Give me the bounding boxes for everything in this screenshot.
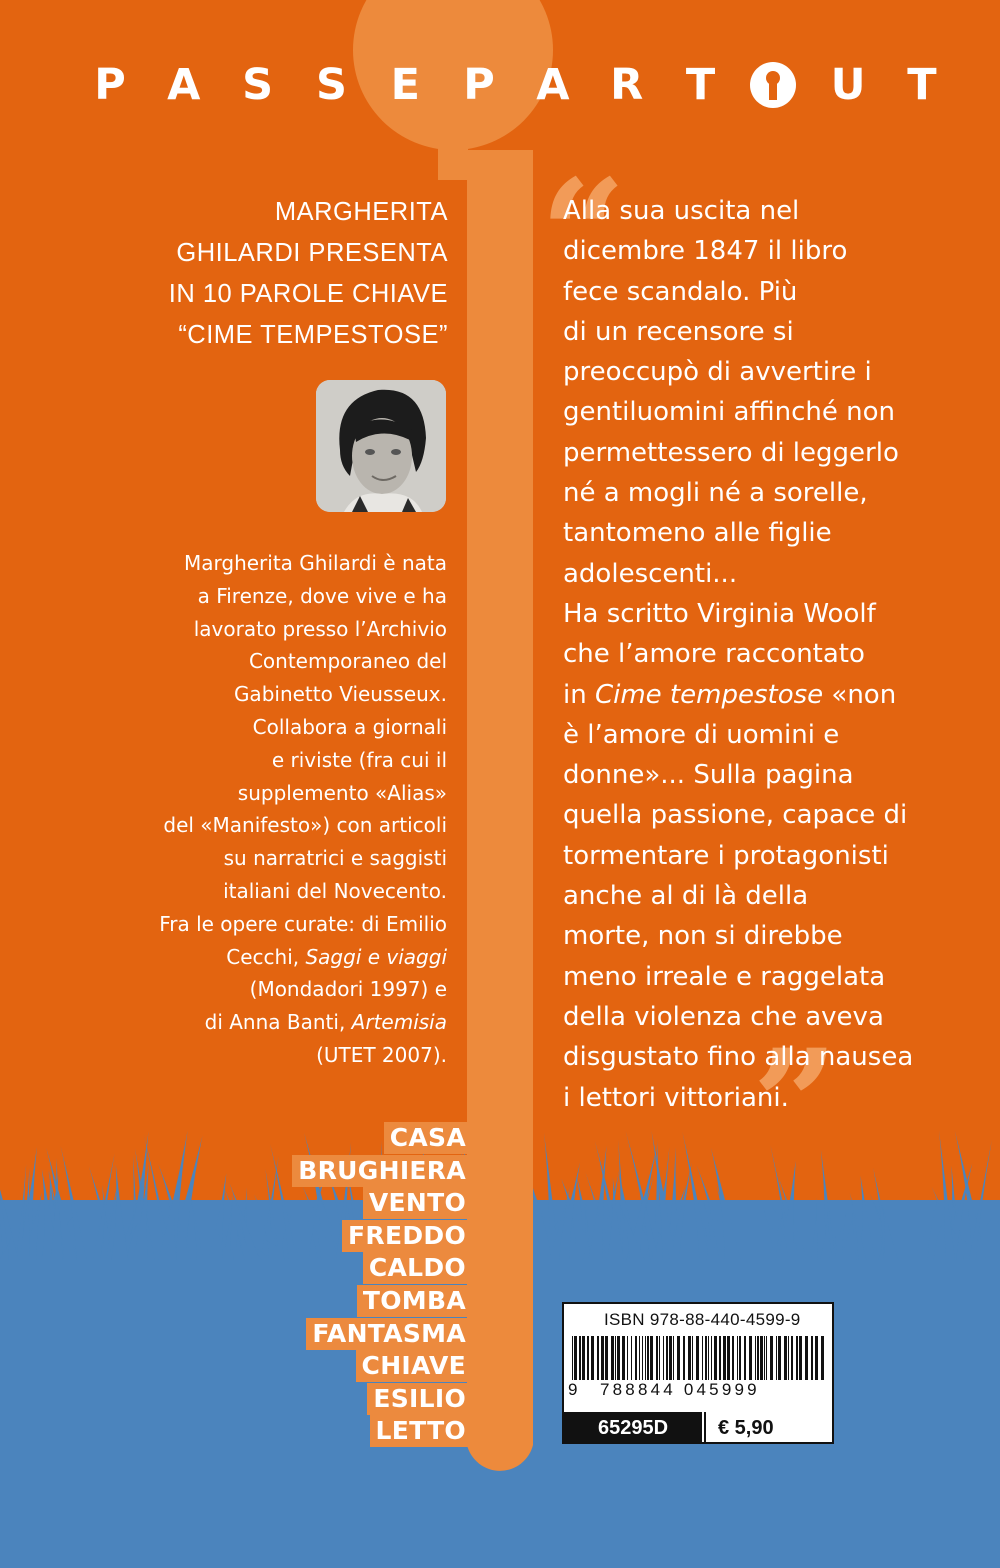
- barcode-bar: [587, 1336, 589, 1380]
- barcode-bar: [778, 1336, 781, 1380]
- quote-line: della violenza che aveva: [563, 1001, 884, 1032]
- isbn-label: ISBN 978-88-440-4599-9: [604, 1310, 801, 1329]
- barcode-bar: [805, 1336, 808, 1380]
- keyword-item: [150, 1350, 470, 1383]
- barcode-bar: [723, 1336, 726, 1380]
- barcode-bar: [627, 1336, 628, 1380]
- barcode-bar: [601, 1336, 604, 1380]
- quote-line: Alla sua uscita nel: [563, 196, 800, 226]
- barcode-bar: [666, 1336, 668, 1380]
- barcode-bar: [815, 1336, 818, 1380]
- barcode-bar: [755, 1336, 756, 1380]
- brand-letter: A: [536, 60, 570, 110]
- barcode-bar: [744, 1336, 746, 1380]
- brand-letter: P: [463, 60, 495, 110]
- quote-line: i lettori vittoriani.: [563, 1082, 789, 1113]
- price-label: € 5,90: [704, 1412, 832, 1444]
- bio-line: Margherita Ghilardi è nata: [183, 551, 447, 575]
- quote-line: disgustato fino alla nausea: [563, 1042, 914, 1073]
- quote-line: né a mogli né a sorelle,: [563, 478, 868, 509]
- quote-line: anche al di là della: [563, 881, 809, 912]
- barcode-bar: [821, 1336, 824, 1380]
- quote-line: gentiluomini affinché non: [563, 397, 895, 428]
- keyword-label: TOMBA: [357, 1285, 470, 1317]
- bio-line: e riviste (fra cui il: [271, 747, 447, 772]
- keyword-label: CASA: [384, 1122, 470, 1154]
- open-quote-mark: “: [540, 147, 627, 323]
- quote-line: di un recensore si: [563, 316, 794, 347]
- keyword-label: CALDO: [363, 1252, 470, 1284]
- barcode-bar: [656, 1336, 658, 1380]
- author-portrait-photo: [316, 380, 446, 512]
- barcode-bar: [611, 1336, 614, 1380]
- quote-line: è l’amore di uomini e: [563, 719, 840, 750]
- book-presentation-heading: [150, 192, 448, 356]
- barcode-bar: [727, 1336, 730, 1380]
- barcode-bar: [677, 1336, 680, 1380]
- barcode-bar: [749, 1336, 752, 1380]
- bio-line: a Firenze, dove vive e ha: [197, 583, 447, 608]
- keyword-label: FANTASMA: [306, 1318, 470, 1350]
- brand-letter: A: [167, 60, 201, 110]
- keyword-item: [150, 1220, 470, 1253]
- quote-line: permettessero di leggerlo: [563, 437, 899, 468]
- brand-letter: E: [390, 60, 420, 110]
- barcode-bar: [582, 1336, 585, 1380]
- keyword-item: [150, 1415, 470, 1448]
- blurb-quote: [563, 191, 963, 1118]
- bio-line: [60, 1006, 447, 1039]
- product-code: 65295D: [564, 1412, 702, 1444]
- barcode-bar: [737, 1336, 738, 1380]
- barcode-bar: [766, 1336, 767, 1380]
- bio-line: Collabora a giornali: [252, 714, 447, 739]
- keyword-label: ESILIO: [367, 1383, 470, 1415]
- quote-line: tormentare i protagonisti: [563, 840, 889, 871]
- quote-line: Ha scritto Virginia Woolf: [563, 598, 876, 629]
- barcode-bar: [799, 1336, 802, 1380]
- bio-line: supplemento «Alias»: [237, 780, 447, 805]
- quote-line: quella passione, capace di: [563, 800, 908, 831]
- quote-line: fece scandalo. Più: [563, 276, 798, 307]
- barcode-bar: [639, 1336, 640, 1380]
- barcode-bar: [617, 1336, 620, 1380]
- keyword-label: BRUGHIERA: [292, 1155, 470, 1187]
- barcode-bar: [760, 1336, 763, 1380]
- barcode-bar: [631, 1336, 632, 1380]
- barcode-bar: [572, 1336, 573, 1380]
- bio-line: su narratrici e saggisti: [223, 846, 447, 871]
- bio-line: Contemporaneo del: [248, 649, 447, 674]
- barcode-bar: [757, 1336, 759, 1380]
- barcode-bar: [764, 1336, 765, 1380]
- barcode-bar: [645, 1336, 646, 1380]
- keyword-item: [150, 1187, 470, 1220]
- quote-text: «non: [823, 679, 897, 710]
- barcode-bar: [732, 1336, 734, 1380]
- barcode-bar: [650, 1336, 653, 1380]
- barcode-bar: [705, 1336, 707, 1380]
- author-bio: [60, 547, 447, 1072]
- brand-letter: T: [907, 60, 937, 110]
- barcode-digits-rest: 788844 045999: [600, 1380, 760, 1399]
- barcode-bar: [784, 1336, 787, 1380]
- quote-line: che l’amore raccontato: [563, 639, 865, 670]
- keyword-label: LETTO: [370, 1415, 470, 1447]
- bio-text: Cecchi,: [226, 944, 306, 969]
- barcode-bar: [574, 1336, 577, 1380]
- barcode-bar: [791, 1336, 793, 1380]
- barcode-bar: [692, 1336, 693, 1380]
- keyword-label: FREDDO: [342, 1220, 470, 1252]
- close-quote-mark: ”: [752, 1017, 839, 1193]
- quote-line: dicembre 1847 il libro: [563, 236, 848, 267]
- barcode-bar: [788, 1336, 789, 1380]
- barcode-bar: [796, 1336, 798, 1380]
- barcode-bar: [811, 1336, 813, 1380]
- barcode-digit-first: 9: [568, 1380, 581, 1399]
- quote-line: meno irreale e raggelata: [563, 961, 886, 992]
- barcode-bar: [696, 1336, 699, 1380]
- barcode-bar: [579, 1336, 581, 1380]
- barcode-bar: [719, 1336, 721, 1380]
- brand-letter: S: [242, 60, 274, 110]
- keyword-item: [150, 1383, 470, 1416]
- heading-line: IN 10 PAROLE CHIAVE: [168, 280, 448, 308]
- keyword-list: [150, 1122, 470, 1448]
- keyword-item: [150, 1155, 470, 1188]
- barcode-bar: [605, 1336, 608, 1380]
- barcode-bar: [714, 1336, 717, 1380]
- bio-line: Fra le opere curate: di Emilio: [159, 911, 447, 936]
- brand-letter: T: [685, 60, 716, 110]
- bio-line: lavorato presso l’Archivio: [193, 616, 447, 641]
- barcode-bar: [739, 1336, 741, 1380]
- barcode-bar: [615, 1336, 616, 1380]
- bio-line: del «Manifesto») con articoli: [163, 813, 447, 838]
- barcode-bar: [702, 1336, 703, 1380]
- barcode-bar: [688, 1336, 691, 1380]
- barcode-bar: [669, 1336, 672, 1380]
- barcode-icon: [572, 1336, 826, 1380]
- barcode-bar: [591, 1336, 594, 1380]
- quote-text: in: [563, 679, 595, 710]
- keyword-item: [150, 1285, 470, 1318]
- quote-line: tantomeno alle figlie: [563, 518, 832, 549]
- brand-wordmark: [86, 60, 946, 110]
- barcode-bar: [635, 1336, 637, 1380]
- key-shaft-shape: [467, 150, 533, 1471]
- keyword-label: CHIAVE: [356, 1350, 470, 1382]
- bio-book-title: Saggi e viaggi: [305, 944, 447, 969]
- barcode-bar: [776, 1336, 777, 1380]
- brand-letter: U: [830, 60, 866, 110]
- barcode-bar: [770, 1336, 773, 1380]
- quote-line: preoccupò di avvertire i: [563, 357, 872, 388]
- brand-letter: R: [610, 60, 644, 110]
- barcode-bar: [663, 1336, 664, 1380]
- barcode-bar: [647, 1336, 649, 1380]
- barcode-bar: [673, 1336, 674, 1380]
- quote-line: donne»... Sulla pagina: [563, 760, 854, 791]
- heading-line: GHILARDI PRESENTA: [176, 239, 448, 267]
- bio-line: italiani del Novecento.: [223, 878, 447, 903]
- brand-letter: P: [94, 60, 126, 110]
- barcode-bar: [622, 1336, 625, 1380]
- heading-line: “CIME TEMPESTOSE”: [178, 321, 448, 349]
- barcode-bar: [683, 1336, 685, 1380]
- bio-line: [60, 941, 447, 974]
- bio-text: di Anna Banti,: [204, 1010, 352, 1035]
- barcode-bar: [711, 1336, 712, 1380]
- heading-line: MARGHERITA: [274, 198, 448, 226]
- bio-line: (UTET 2007).: [316, 1042, 447, 1067]
- isbn-barcode-block: [562, 1302, 834, 1444]
- bio-book-title: Artemisia: [351, 1010, 447, 1035]
- barcode-bar: [659, 1336, 660, 1380]
- keyword-item: [150, 1252, 470, 1285]
- quote-book-title: Cime tempestose: [594, 679, 824, 710]
- quote-line: morte, non si direbbe: [563, 921, 843, 952]
- barcode-bar: [708, 1336, 709, 1380]
- barcode-bar: [642, 1336, 643, 1380]
- quote-line: [563, 675, 963, 715]
- bio-line: Gabinetto Vieusseux.: [233, 682, 447, 707]
- keyword-label: VENTO: [363, 1187, 470, 1219]
- bio-line: (Mondadori 1997) e: [249, 977, 447, 1002]
- barcode-bar: [597, 1336, 599, 1380]
- keyword-item: [150, 1318, 470, 1351]
- brand-letter: S: [315, 60, 347, 110]
- keyhole-o-icon: [750, 62, 798, 108]
- keyword-item: [150, 1122, 470, 1155]
- quote-line: adolescenti...: [563, 558, 738, 589]
